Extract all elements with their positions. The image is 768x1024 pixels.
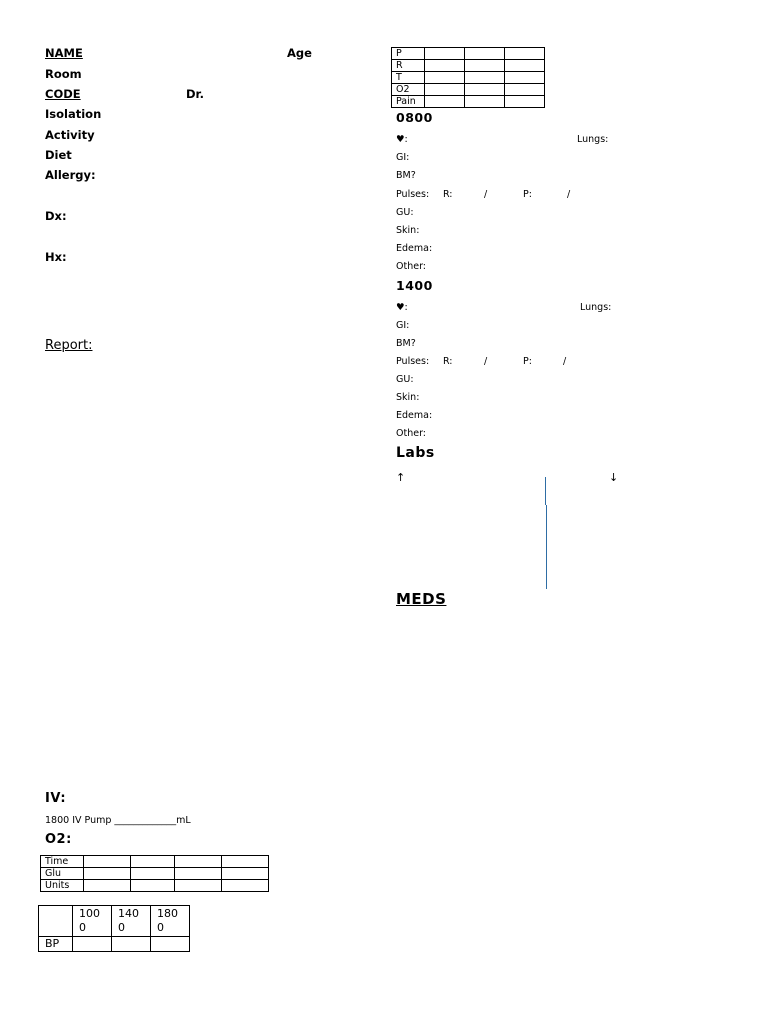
bp-header-1400: 140 0 bbox=[112, 906, 151, 937]
vitals-cell[interactable] bbox=[505, 84, 545, 96]
iv-title: IV: bbox=[45, 791, 67, 806]
vitals-row-label: T bbox=[392, 72, 425, 84]
labs-divider bbox=[545, 477, 546, 505]
gi-label: GI: bbox=[396, 320, 410, 331]
iv-pump-line: 1800 IV Pump _____________mL bbox=[45, 815, 191, 826]
pulses-slash: / bbox=[567, 189, 571, 200]
vitals-cell[interactable] bbox=[425, 96, 465, 108]
glucose-cell[interactable] bbox=[222, 880, 269, 892]
dx-label: Dx: bbox=[45, 209, 67, 223]
vitals-cell[interactable] bbox=[465, 84, 505, 96]
dr-label: Dr. bbox=[186, 87, 204, 101]
edema-label: Edema: bbox=[396, 243, 433, 254]
pulses-slash: / bbox=[484, 356, 488, 367]
vitals-cell[interactable] bbox=[425, 84, 465, 96]
bp-cell[interactable] bbox=[151, 937, 190, 952]
skin-label: Skin: bbox=[396, 225, 420, 236]
lungs-label: Lungs: bbox=[580, 302, 612, 313]
glucose-cell[interactable] bbox=[175, 880, 222, 892]
pulses-r-label: R: bbox=[443, 189, 453, 200]
glucose-cell[interactable] bbox=[175, 868, 222, 880]
bm-label: BM? bbox=[396, 338, 416, 349]
vitals-cell[interactable] bbox=[505, 72, 545, 84]
table-row bbox=[41, 856, 269, 868]
gi-label: GI: bbox=[396, 152, 410, 163]
isolation-label: Isolation bbox=[45, 107, 102, 121]
lungs-label: Lungs: bbox=[577, 134, 609, 145]
table-row bbox=[392, 96, 545, 108]
pulses-slash: / bbox=[484, 189, 488, 200]
vitals-cell[interactable] bbox=[505, 96, 545, 108]
name-label: NAME bbox=[45, 46, 83, 60]
vitals-cell[interactable] bbox=[465, 60, 505, 72]
pulses-slash: / bbox=[563, 356, 567, 367]
table-row bbox=[392, 72, 545, 84]
code-label: CODE bbox=[45, 87, 81, 101]
gu-label: GU: bbox=[396, 207, 414, 218]
pulses-p-label: P: bbox=[523, 356, 532, 367]
glucose-table bbox=[40, 855, 269, 892]
skin-label: Skin: bbox=[396, 392, 420, 403]
vitals-cell[interactable] bbox=[465, 72, 505, 84]
vitals-row-label: P bbox=[392, 48, 425, 60]
o2-title: O2: bbox=[45, 832, 72, 847]
bm-label: BM? bbox=[396, 170, 416, 181]
table-row bbox=[39, 937, 190, 952]
heart-icon: ♥: bbox=[396, 134, 408, 145]
bp-cell[interactable] bbox=[112, 937, 151, 952]
pulses-label: Pulses: bbox=[396, 189, 430, 200]
vitals-cell[interactable] bbox=[425, 60, 465, 72]
hx-label: Hx: bbox=[45, 250, 67, 264]
vitals-cell[interactable] bbox=[465, 96, 505, 108]
glucose-cell[interactable] bbox=[131, 856, 175, 868]
pulses-label: Pulses: bbox=[396, 356, 430, 367]
vitals-cell[interactable] bbox=[465, 48, 505, 60]
bp-header-1800: 180 0 bbox=[151, 906, 190, 937]
bp-header-1000: 100 0 bbox=[73, 906, 112, 937]
activity-label: Activity bbox=[45, 128, 95, 142]
glucose-cell[interactable] bbox=[84, 868, 131, 880]
assess-0800-title: 0800 bbox=[396, 110, 433, 125]
vitals-cell[interactable] bbox=[505, 60, 545, 72]
vitals-cell[interactable] bbox=[505, 48, 545, 60]
table-row bbox=[392, 60, 545, 72]
glucose-cell[interactable] bbox=[175, 856, 222, 868]
glucose-row-label: Glu bbox=[41, 868, 84, 880]
edema-label: Edema: bbox=[396, 410, 433, 421]
glucose-cell[interactable] bbox=[84, 880, 131, 892]
glucose-row-label: Time bbox=[41, 856, 84, 868]
glucose-cell[interactable] bbox=[131, 868, 175, 880]
labs-divider bbox=[546, 505, 547, 589]
vitals-cell[interactable] bbox=[425, 72, 465, 84]
other-label: Other: bbox=[396, 428, 427, 439]
pulses-r-label: R: bbox=[443, 356, 453, 367]
table-row bbox=[41, 880, 269, 892]
arrow-down-icon: ↓ bbox=[609, 471, 619, 484]
room-label: Room bbox=[45, 67, 82, 81]
glucose-row-label: Units bbox=[41, 880, 84, 892]
table-row bbox=[392, 48, 545, 60]
other-label: Other: bbox=[396, 261, 427, 272]
gu-label: GU: bbox=[396, 374, 414, 385]
vitals-row-label: R bbox=[392, 60, 425, 72]
glucose-cell[interactable] bbox=[84, 856, 131, 868]
vitals-cell[interactable] bbox=[425, 48, 465, 60]
glucose-cell[interactable] bbox=[222, 868, 269, 880]
diet-label: Diet bbox=[45, 148, 72, 162]
table-row bbox=[41, 868, 269, 880]
table-row bbox=[39, 906, 190, 937]
labs-title: Labs bbox=[396, 445, 435, 461]
bp-corner-cell bbox=[39, 906, 73, 937]
glucose-cell[interactable] bbox=[222, 856, 269, 868]
arrow-up-icon: ↑ bbox=[396, 471, 406, 484]
vitals-row-label: Pain bbox=[392, 96, 425, 108]
bp-row-label: BP bbox=[39, 937, 73, 952]
meds-title: MEDS bbox=[396, 590, 447, 608]
assess-1400-title: 1400 bbox=[396, 278, 433, 293]
bp-table bbox=[38, 905, 190, 952]
glucose-cell[interactable] bbox=[131, 880, 175, 892]
bp-cell[interactable] bbox=[73, 937, 112, 952]
age-label: Age bbox=[287, 46, 312, 60]
allergy-label: Allergy: bbox=[45, 168, 96, 182]
vitals-row-label: O2 bbox=[392, 84, 425, 96]
table-row bbox=[392, 84, 545, 96]
vitals-table bbox=[391, 47, 545, 108]
heart-icon: ♥: bbox=[396, 302, 408, 313]
report-label: Report: bbox=[45, 338, 93, 353]
pulses-p-label: P: bbox=[523, 189, 532, 200]
